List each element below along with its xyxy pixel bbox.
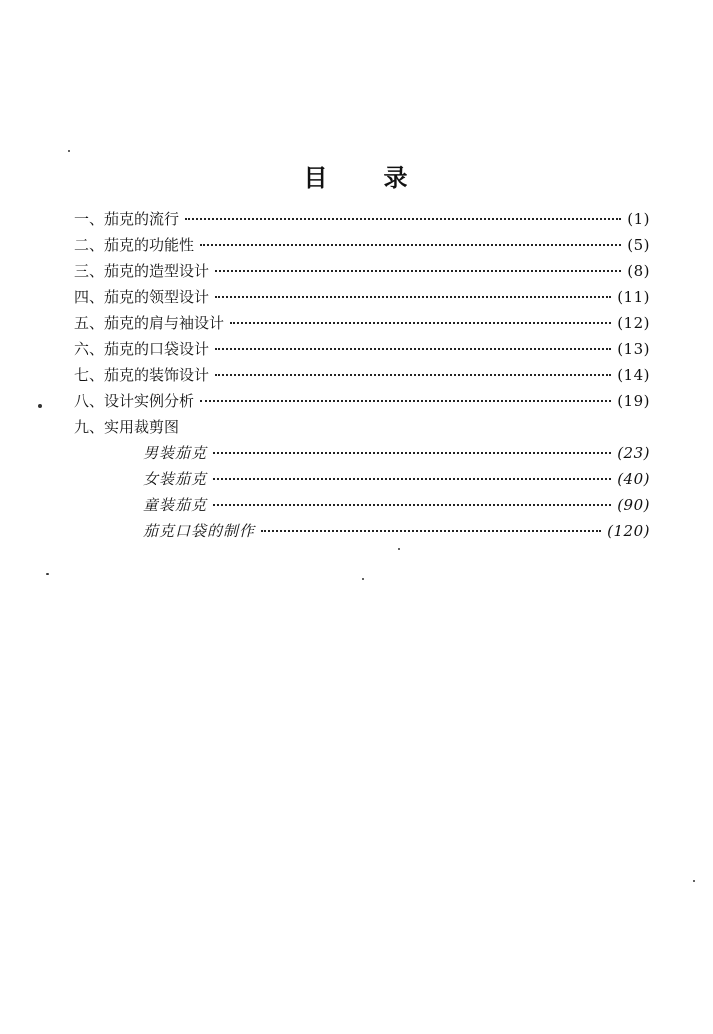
- toc-entry-label: 六、茄克的口袋设计: [74, 340, 210, 358]
- dot-leader: [200, 399, 611, 402]
- toc-entry: [74, 232, 650, 258]
- toc-entry-page: (13): [617, 340, 650, 358]
- toc-entry-label: 一、茄克的流行: [74, 210, 180, 228]
- toc-subentry: [74, 518, 650, 544]
- title-char-1: 目: [303, 163, 330, 192]
- toc-entry-page: (1): [627, 210, 650, 228]
- scan-speck: [68, 150, 70, 152]
- toc-section-heading: [74, 414, 650, 440]
- dot-leader: [215, 269, 621, 272]
- toc-entry: [74, 206, 650, 232]
- toc-entry-page: (11): [617, 288, 650, 306]
- toc-entry-label: 三、茄克的造型设计: [74, 262, 210, 280]
- toc-entry-label: 八、设计实例分析: [74, 392, 195, 410]
- toc-subentry-page: (40): [617, 470, 650, 488]
- toc-entry-page: (8): [627, 262, 650, 280]
- toc-subentry-label: 童装茄克: [143, 496, 208, 514]
- toc-subentry: [74, 440, 650, 466]
- toc-entry: [74, 310, 650, 336]
- scan-speck: [38, 404, 42, 408]
- toc-subentry: [74, 492, 650, 518]
- dot-leader: [215, 295, 611, 298]
- dot-leader: [230, 321, 611, 324]
- toc-entry-page: (12): [617, 314, 650, 332]
- dot-leader: [185, 217, 621, 220]
- toc-entry: [74, 362, 650, 388]
- toc-entry-label: 二、茄克的功能性: [74, 236, 195, 254]
- toc-entry-label: 九、实用裁剪图: [74, 418, 180, 436]
- dot-leader: [261, 529, 601, 532]
- toc-entry-label: 七、茄克的装饰设计: [74, 366, 210, 384]
- toc-entry-label: 四、茄克的领型设计: [74, 288, 210, 306]
- toc-subentry-label: 茄克口袋的制作: [143, 522, 256, 540]
- toc-entry-page: (5): [627, 236, 650, 254]
- dot-leader: [215, 373, 611, 376]
- dot-leader: [215, 347, 611, 350]
- scan-speck: [398, 548, 400, 550]
- dot-leader: [200, 243, 621, 246]
- scan-speck: [46, 573, 49, 575]
- dot-leader: [213, 477, 611, 480]
- toc-entry-page: (14): [617, 366, 650, 384]
- toc-subentry-label: 男装茄克: [143, 444, 208, 462]
- toc-entry-label: 五、茄克的肩与袖设计: [74, 314, 225, 332]
- toc-subentry: [74, 466, 650, 492]
- toc-entry-page: (19): [617, 392, 650, 410]
- scan-speck: [693, 880, 695, 882]
- toc-subentry-page: (90): [617, 496, 650, 514]
- scan-speck: [362, 578, 364, 580]
- toc-subentry-page: (23): [617, 444, 650, 462]
- toc-entry: [74, 284, 650, 310]
- toc-entry: [74, 258, 650, 284]
- toc-subentry-label: 女装茄克: [143, 470, 208, 488]
- dot-leader: [213, 503, 611, 506]
- page-title: [0, 158, 713, 193]
- toc-subentry-page: (120): [607, 522, 650, 540]
- toc-entry: [74, 336, 650, 362]
- table-of-contents: [74, 206, 650, 544]
- toc-entry: [74, 388, 650, 414]
- title-char-2: 录: [383, 163, 410, 192]
- dot-leader: [213, 451, 611, 454]
